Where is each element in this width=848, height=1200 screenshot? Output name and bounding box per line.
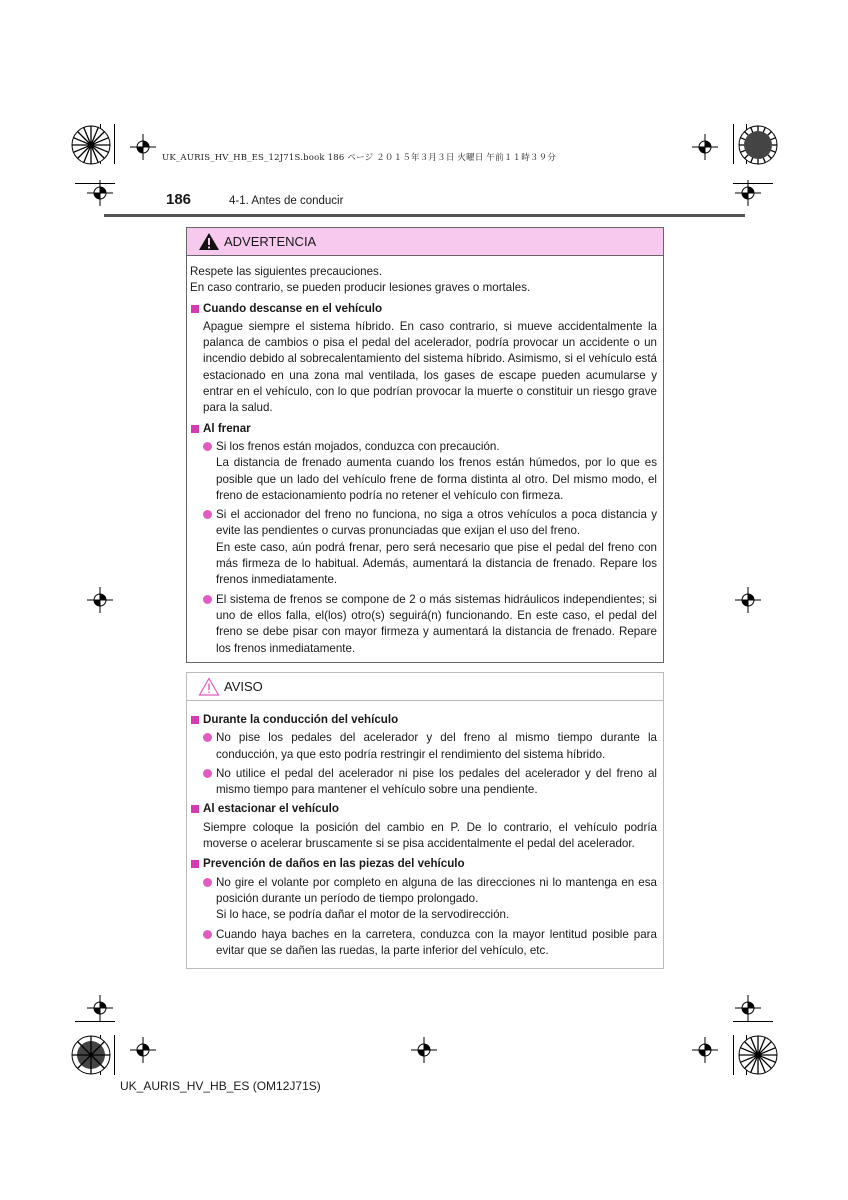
round-bullet-icon — [203, 769, 212, 778]
list-item: El sistema de frenos se compone de 2 o más sistemas hidráulicos independientes; si uno de ellos falla, el(los) otro(s) seguirá(n) funcionando. En este caso, el pedal del freno se debe pisar con mayor firmeza y aumentará la distancia de frenado. Repare los frenos inmediatamente. — [190, 592, 657, 657]
registration-mark — [130, 1037, 156, 1063]
warning-title: ADVERTENCIA — [224, 234, 317, 249]
list-item: No gire el volante por completo en alguna de las direcciones ni lo mantenga en esa posición durante un período de tiempo prolongado. Si lo hace, se podría dañar el motor de la servodirección. — [190, 875, 657, 924]
section-heading: Prevención de daños en las piezas del vehículo — [190, 856, 657, 872]
list-item: Cuando haya baches en la carretera, conduzca con la mayor lentitud posible para evitar que se dañen las ruedas, la parte inferior del vehículo, etc. — [190, 927, 657, 960]
registration-mark — [735, 995, 761, 1021]
registration-mark — [692, 134, 718, 160]
section-text: Siempre coloque la posición del cambio en P. De lo contrario, el vehículo podría moverse o acelerar bruscamente si se pisa accidentalmente el pedal del acelerador. — [203, 820, 657, 851]
registration-mark — [87, 180, 113, 206]
rosette-mark-top-right — [738, 125, 778, 165]
registration-mark — [411, 1037, 437, 1063]
list-item: Si el accionador del freno no funciona, no siga a otros vehículos a poca distancia y evite las pendientes o curvas pronunciadas que exijan el uso del freno. En este caso, aún podrá frenar, pero será necesario que pise el pedal del freno con más firmeza de lo habitual. Además, aumentará la distancia de frenado. Repare los frenos inmediatamente. — [190, 507, 657, 588]
print-header: UK_AURIS_HV_HB_ES_12J71S.book 186 ページ ２０１５年３月３日 火曜日 午前１１時３９分 — [162, 153, 557, 163]
warning-content — [190, 264, 657, 660]
list-item: Si los frenos están mojados, conduzca con precaución. La distancia de frenado aumenta cuando los frenos están húmedos, por lo que es posible que un lado del vehículo frene de forma distinta al otro. Del mismo modo, el freno de estacionamiento podría no retener el vehículo con firmeza. — [190, 439, 657, 504]
warning-header — [187, 228, 663, 256]
registration-mark — [735, 587, 761, 613]
registration-mark — [692, 1037, 718, 1063]
warning-intro-line: En caso contrario, se pueden producir lesiones graves o mortales. — [190, 281, 531, 295]
square-bullet-icon — [191, 860, 199, 868]
registration-mark — [735, 180, 761, 206]
section-title: 4-1. Antes de conducir — [229, 195, 344, 207]
round-bullet-icon — [203, 442, 212, 451]
section-heading: Cuando descanse en el vehículo — [190, 301, 657, 317]
warning-triangle-icon — [198, 232, 220, 251]
list-item: No pise los pedales del acelerador y del freno al mismo tiempo durante la conducción, ya que esto podría restringir el rendimiento del sistema híbrido. — [190, 730, 657, 763]
registration-mark — [87, 587, 113, 613]
registration-mark — [130, 134, 156, 160]
footer-code: UK_AURIS_HV_HB_ES (OM12J71S) — [120, 1079, 321, 1093]
section-heading: Al estacionar el vehículo — [190, 801, 657, 817]
round-bullet-icon — [203, 878, 212, 887]
round-bullet-icon — [203, 930, 212, 939]
square-bullet-icon — [191, 425, 199, 433]
caution-triangle-icon — [198, 677, 220, 696]
notice-header — [187, 673, 663, 701]
notice-content — [190, 709, 657, 962]
registration-mark — [87, 995, 113, 1021]
rosette-mark-bottom-right — [738, 1035, 778, 1075]
round-bullet-icon — [203, 595, 212, 604]
square-bullet-icon — [191, 305, 199, 313]
section-heading: Durante la conducción del vehículo — [190, 712, 657, 728]
rosette-mark-top-left — [71, 125, 111, 165]
section-heading: Al frenar — [190, 421, 657, 437]
round-bullet-icon — [203, 510, 212, 519]
list-item: No utilice el pedal del acelerador ni pise los pedales del acelerador y del freno al mismo tiempo para mantener el vehículo sobre una pendiente. — [190, 766, 657, 799]
warning-box — [186, 227, 664, 663]
notice-title: AVISO — [224, 679, 263, 694]
round-bullet-icon — [203, 733, 212, 742]
notice-box — [186, 672, 664, 969]
heading-rule — [104, 214, 745, 217]
warning-intro-line: Respete las siguientes precauciones. — [190, 265, 383, 278]
square-bullet-icon — [191, 805, 199, 813]
square-bullet-icon — [191, 716, 199, 724]
section-text: Apague siempre el sistema híbrido. En caso contrario, si mueve accidentalmente la palanca de cambios o pisa el pedal del acelerador, podría provocar un accidente o un incendio debido al sobrecalentamiento del sistema híbrido. Asimismo, si el vehículo está estacionado en una zona mal ventilada, los gases de escape pueden acumularse y entrar en el vehículo, con lo que podrían provocar la muerte o constituir un riesgo grave para la salud. — [203, 319, 657, 415]
page-number: 186 — [166, 191, 192, 208]
rosette-mark-bottom-left — [71, 1035, 111, 1075]
